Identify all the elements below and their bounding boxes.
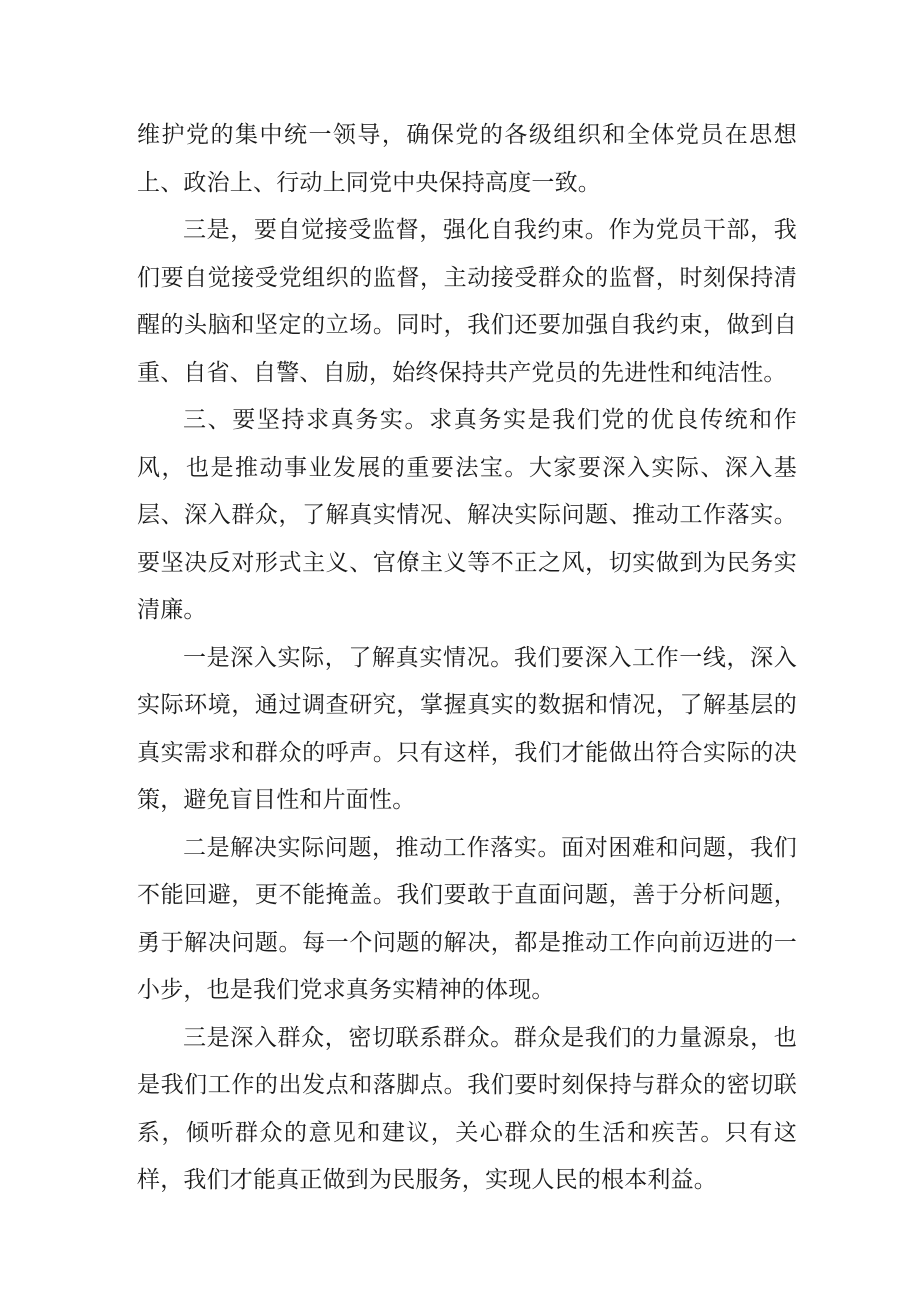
- paragraph-go-deep-into-reality: 一是深入实际，了解真实情况。我们要深入工作一线，深入实际环境，通过调查研究，掌握真实的数据和情况，了解基层的真实需求和群众的呼声。只有这样，我们才能做出符合实际的决策，避免盲目性和片面性。: [137, 644, 797, 813]
- paragraph-connect-with-masses: 三是深入群众，密切联系群众。群众是我们的力量源泉，也是我们工作的出发点和落脚点。我们要时刻保持与群众的密切联系，倾听群众的意见和建议，关心群众的生活和疾苦。只有这样，我们才能真正做到为民服务，实现人民的根本利益。: [137, 1024, 797, 1193]
- paragraph-accept-supervision: 三是，要自觉接受监督，强化自我约束。作为党员干部，我们要自觉接受党组织的监督，主动接受群众的监督，时刻保持清醒的头脑和坚定的立场。同时，我们还要加强自我约束，做到自重、自省、自警、自励，始终保持共产党员的先进性和纯洁性。: [137, 217, 797, 386]
- document-body: [137, 112, 797, 1205]
- paragraph-continuation: 维护党的集中统一领导，确保党的各级组织和全体党员在思想上、政治上、行动上同党中央保持高度一致。: [137, 122, 797, 196]
- paragraph-seek-truth: 三、要坚持求真务实。求真务实是我们党的优良传统和作风，也是推动事业发展的重要法宝。大家要深入实际、深入基层、深入群众，了解真实情况、解决实际问题、推动工作落实。要坚决反对形式主义、官僚主义等不正之风，切实做到为民务实清廉。: [137, 407, 797, 623]
- paragraph-solve-problems: 二是解决实际问题，推动工作落实。面对困难和问题，我们不能回避，更不能掩盖。我们要敢于直面问题，善于分析问题，勇于解决问题。每一个问题的解决，都是推动工作向前迈进的一小步，也是我们党求真务实精神的体现。: [137, 834, 797, 1003]
